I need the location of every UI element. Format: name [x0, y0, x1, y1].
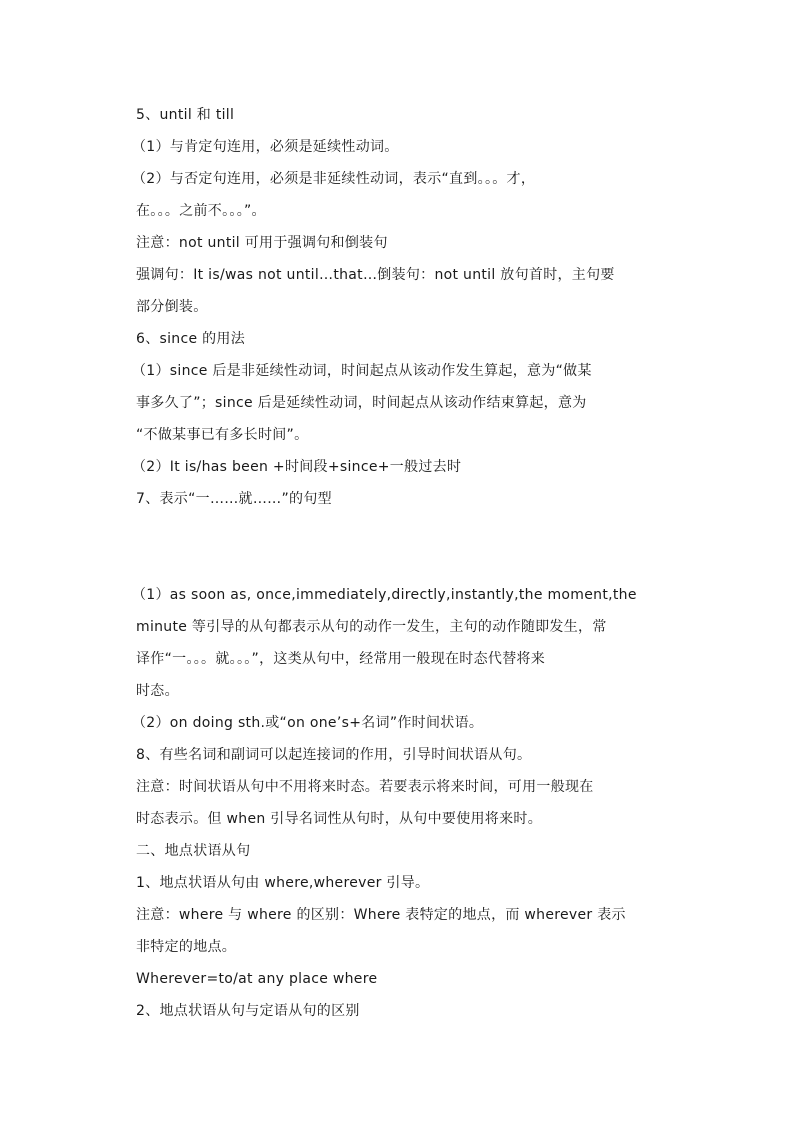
note-line: 注意：not until 可用于强调句和倒装句 [136, 235, 388, 251]
section-heading-since: 6、since 的用法 [136, 331, 246, 347]
paragraph: （1）since 后是非延续性动词，时间起点从该动作发生算起，意为“做某 [132, 363, 592, 379]
paragraph: （1）as soon as, once,immediately,directly,instantly,the moment,the [132, 587, 637, 603]
blank-space [136, 519, 666, 583]
paragraph: 非特定的地点。 [136, 939, 237, 955]
paragraph: minute 等引导的从句都表示从句的动作一发生，主句的动作随即发生，常 [136, 619, 607, 635]
paragraph: “不做某事已有多长时间”。 [136, 427, 309, 443]
paragraph: （2）on doing sth.或“on one’s+名词”作时间状语。 [132, 715, 484, 731]
section-heading-until-till: 5、until 和 till [136, 107, 235, 123]
section-heading-difference: 2、地点状语从句与定语从句的区别 [136, 1003, 360, 1019]
paragraph: Wherever=to/at any place where [136, 971, 378, 987]
section-heading-yi-jiu: 7、表示“一……就……”的句型 [136, 491, 332, 507]
chapter-heading-place-clause: 二、地点状语从句 [136, 843, 251, 859]
note-line: 注意：时间状语从句中不用将来时态。若要表示将来时间，可用一般现在 [136, 779, 594, 795]
paragraph: （1）与肯定句连用，必须是延续性动词。 [132, 139, 399, 155]
paragraph: 部分倒装。 [136, 299, 208, 315]
paragraph: 译作“一。。。就。。。”，这类从句中，经常用一般现在时态代替将来 [136, 651, 546, 667]
note-line: 注意：where 与 where 的区别：Where 表特定的地点，而 wherever 表示 [136, 907, 626, 923]
paragraph: 时态表示。但 when 引导名词性从句时，从句中要使用将来时。 [136, 811, 543, 827]
document-body [132, 103, 666, 1031]
paragraph: （2）与否定句连用，必须是非延续性动词，表示“直到。。。才， [132, 171, 536, 187]
paragraph: 强调句：It is/was not until…that…倒装句：not until 放句首时，主句要 [136, 267, 615, 283]
paragraph: 事多久了”；since 后是延续性动词，时间起点从该动作结束算起，意为 [136, 395, 587, 411]
paragraph: 时态。 [136, 683, 179, 699]
section-heading-where-wherever: 1、地点状语从句由 where,wherever 引导。 [136, 875, 430, 891]
paragraph: 在。。。之前不。。。”。 [136, 203, 266, 219]
section-heading-nouns-adverbs: 8、有些名词和副词可以起连接词的作用，引导时间状语从句。 [136, 747, 532, 763]
paragraph: （2）It is/has been +时间段+since+一般过去时 [132, 459, 462, 475]
